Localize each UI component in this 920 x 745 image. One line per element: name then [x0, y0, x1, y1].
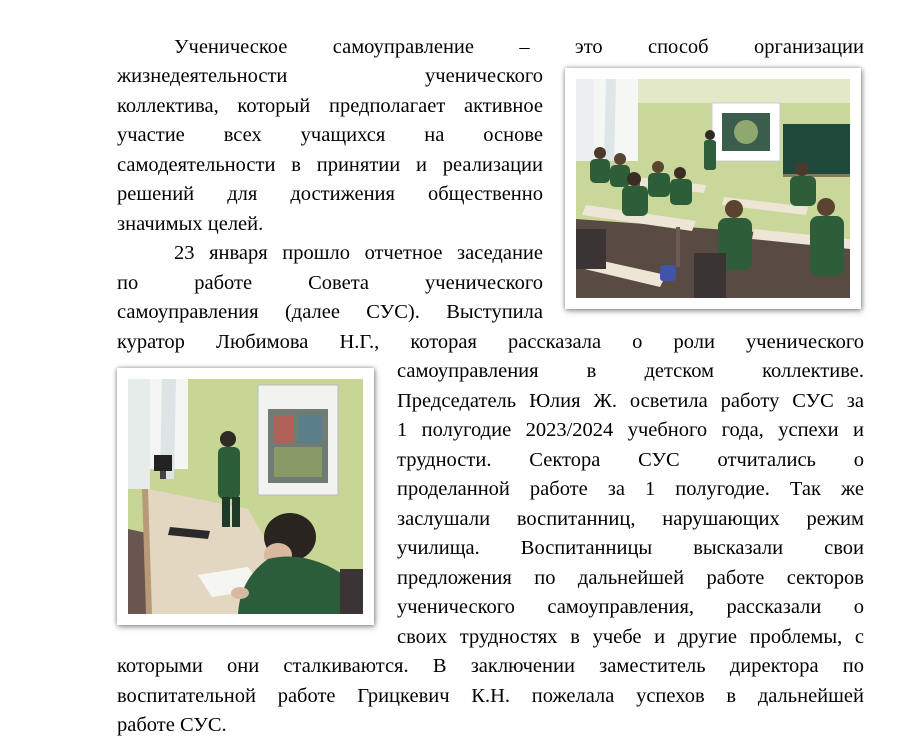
text-line: самодеятельности в принятии и реализации [117, 154, 543, 176]
text-line: своих трудностях в учебе и другие проблемы, с [397, 626, 864, 648]
student-writing-image [128, 379, 363, 614]
text-line: ученического самоуправления, рассказали о [397, 596, 864, 618]
text-line: куратор Любимова Н.Г., которая рассказала о роли ученического [117, 331, 864, 353]
text-line: 23 января прошло отчетное заседание [174, 242, 543, 264]
text-line: проделанной работе за 1 полугодие. Так же [397, 478, 864, 500]
classroom-meeting-photo [565, 68, 861, 309]
text-line: которыми они сталкиваются. В заключении заместитель директора по [117, 655, 864, 677]
text-line: трудности. Сектора СУС отчитались о [397, 449, 864, 471]
text-line: решений для достижения общественно [117, 183, 543, 205]
text-line: училища. Воспитанницы высказали свои [397, 537, 864, 559]
text-line: работе СУС. [117, 714, 227, 736]
student-writing-photo [117, 368, 374, 625]
text-line: жизнедеятельности ученического [117, 65, 543, 87]
text-line: Председатель Юлия Ж. осветила работу СУС за [397, 390, 864, 412]
text-line: коллектива, который предполагает активное [117, 95, 543, 117]
text-line: предложения по дальнейшей работе секторов [397, 567, 864, 589]
text-line: заслушали воспитанниц, нарушающих режим [397, 508, 864, 530]
text-line: значимых целей. [117, 213, 264, 235]
text-line: самоуправления (далее СУС). Выступила [117, 301, 543, 323]
text-line: Ученическое самоуправление – это способ организации [174, 36, 864, 58]
classroom-meeting-image [576, 79, 850, 298]
text-line: самоуправления в детском коллективе. [397, 360, 864, 382]
text-line: воспитательной работе Грицкевич К.Н. пожелала успехов в дальнейшей [117, 685, 864, 707]
text-line: 1 полугодие 2023/2024 учебного года, успехи и [397, 419, 864, 441]
text-line: по работе Совета ученического [117, 272, 543, 294]
text-line: участие всех учащихся на основе [117, 124, 543, 146]
